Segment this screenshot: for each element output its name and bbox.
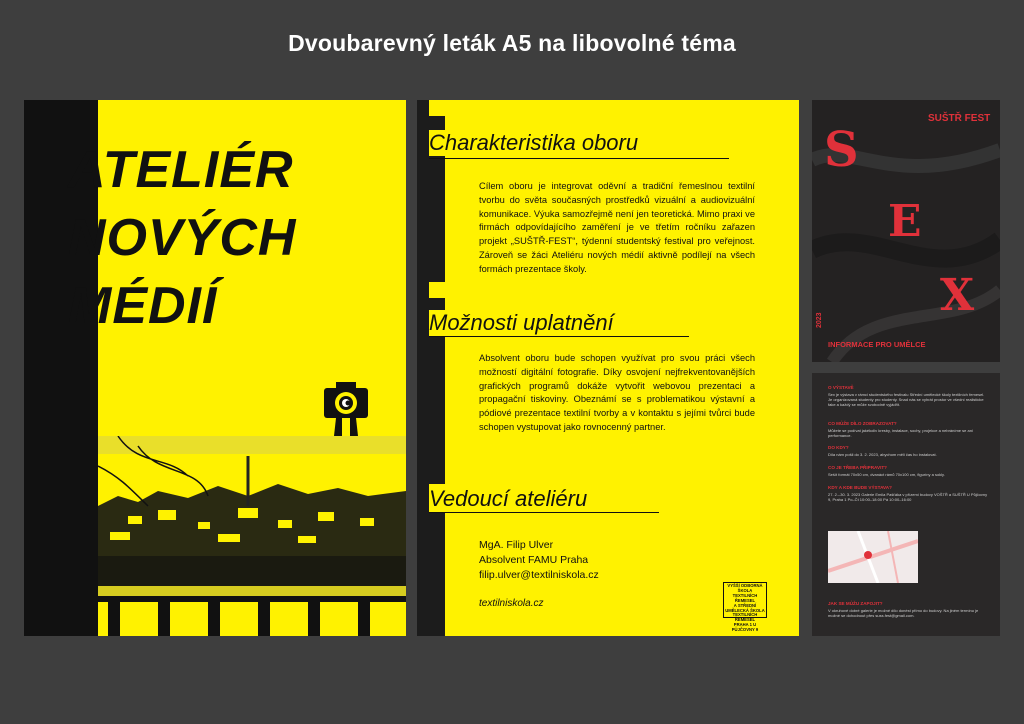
section-title: Vedoucí ateliéru [429,486,591,512]
stamp-line: A STŘEDNÍ UMĚLECKÁ ŠKOLA [725,602,765,613]
fest-letter: S [824,122,859,178]
fest-info-panel [812,373,1000,636]
faq-answer: 27. 2.–30. 3. 2023 Galerie Emila Pašťáka v přízemí budovy VOŠTŘ a SUŠTŘ U Půjčovny 9, Praha 1 Po–Čt 10:00–18:00 Pá 10:00–16:00 [828,492,988,503]
faq-question: CO JE TŘEBA PŘIPRAVIT? [828,465,887,470]
fest-cover-panel [812,100,1000,362]
section-rule [429,512,659,513]
info-band-3 [417,492,445,636]
faq-answer: V okruhové dobré galerie je možné dílo donést přímo do budovy. Na jiném termínu je možné se dohodnout přes suss.fest@gmail.com. [828,608,979,619]
fest-letter: E [888,196,922,247]
faq-question: KDY A KDE BUDE VÝSTAVA? [828,485,892,490]
poster-heading-line: MÉDIÍ [68,277,218,335]
faq-answer: Díla nám pošli do 3. 2. 2023, abychom měli čas ho instalovat. [828,452,937,457]
faq-question: CO MŮŽE DÍLO ZOBRAZOVAT? [828,421,897,426]
faq-answer: Sex je výstava v rámci studentského festivalu Střední umělecké školy textilních řemesel. Je organizovaná studenty pro studenty. Snad nás se vyhrát prostor ve všední realisticke fake a každý se může svobodně vyjádřit. [828,392,985,408]
school-website[interactable]: textilniskola.cz [479,598,544,609]
fest-subtitle: INFORMACE PRO UMĚLCE [828,340,926,349]
leader-name: MgA. Filip Ulver [479,539,554,551]
section-title: Možnosti uplatnění [429,310,618,336]
location-map [828,531,918,583]
faq-answer: Můžete se podívat jakékoliv kresby, instalace, sochy, projekce a nebráníme se ani performance. [828,428,973,439]
fest-letter: X [940,270,975,321]
poster-panel [24,100,406,636]
city-photo [98,436,406,636]
page-title: Dvoubarevný leták A5 na libovolné téma [288,30,736,56]
school-stamp [723,582,767,633]
leader-degree: Absolvent FAMU Praha [479,554,589,566]
stamp-line: VYŠŠÍ ODBORNÁ ŠKOLA [727,583,763,593]
poster-heading [68,136,296,340]
camera-mascot-icon [322,380,370,438]
faq-answer: Sešít formát 70x50 cm, dvanáct rámů 70x100 cm, figuríny a sokly. [828,472,945,477]
faq-question: O VÝSTAVĚ [828,385,854,390]
section-text: Cílem oboru je integrovat oděvní a tradiční řemeslnou textilní tvorbu do světa současných prostředků vizuální a audiovizuální komunikace. Výuka samozřejmě není jen teoretická. Mimo praxi ve firmách odpovídajícího zaměření je ve třetím ročníku zařazen projekt „SUŠTŘ-FEST“, týdenní studentský festival pro veřejnost. Zároveň se žáci Ateliéru nových médií aktivně podílejí na všech formách prezentace školy. [479,181,755,274]
section-rule [429,158,729,159]
fest-logo: SUŠTŘ FEST [928,113,991,124]
section-title: Charakteristika oboru [429,130,642,156]
faq-question: JAK SE MŮŽU ZAPOJIT? [828,601,883,606]
poster-heading-line: ATELIÉR [68,141,294,199]
info-panel [417,100,799,636]
stamp-line: TEXTILNÍCH ŘEMESEL [732,612,758,623]
faq-question: DO KDY? [828,445,849,450]
section-rule [429,336,689,337]
stamp-line: PRAHA 1 U PŮJČOVNY 9 [731,622,759,633]
poster-heading-line: NOVÝCH [68,209,297,267]
leader-email[interactable]: filip.ulver@textilniskola.cz [479,569,599,581]
fest-year: 2023 [816,312,823,328]
section-text: Absolvent oboru bude schopen využívat pro svou práci všech možností digitální fotografie. Díky osvojení nejfrekventovanějších grafických programů dokáže vytvořit webovou prezentaci a propagační tiskoviny. Obeznámí se s problematikou výstavní a pódiové prezentace textilní tvorby a v kontaktu s jejími tvůrci bude schopen vystupovat jako rovnocenný partner. [479,353,755,432]
stamp-line: TEXTILNÍCH ŘEMESEL [732,592,758,603]
